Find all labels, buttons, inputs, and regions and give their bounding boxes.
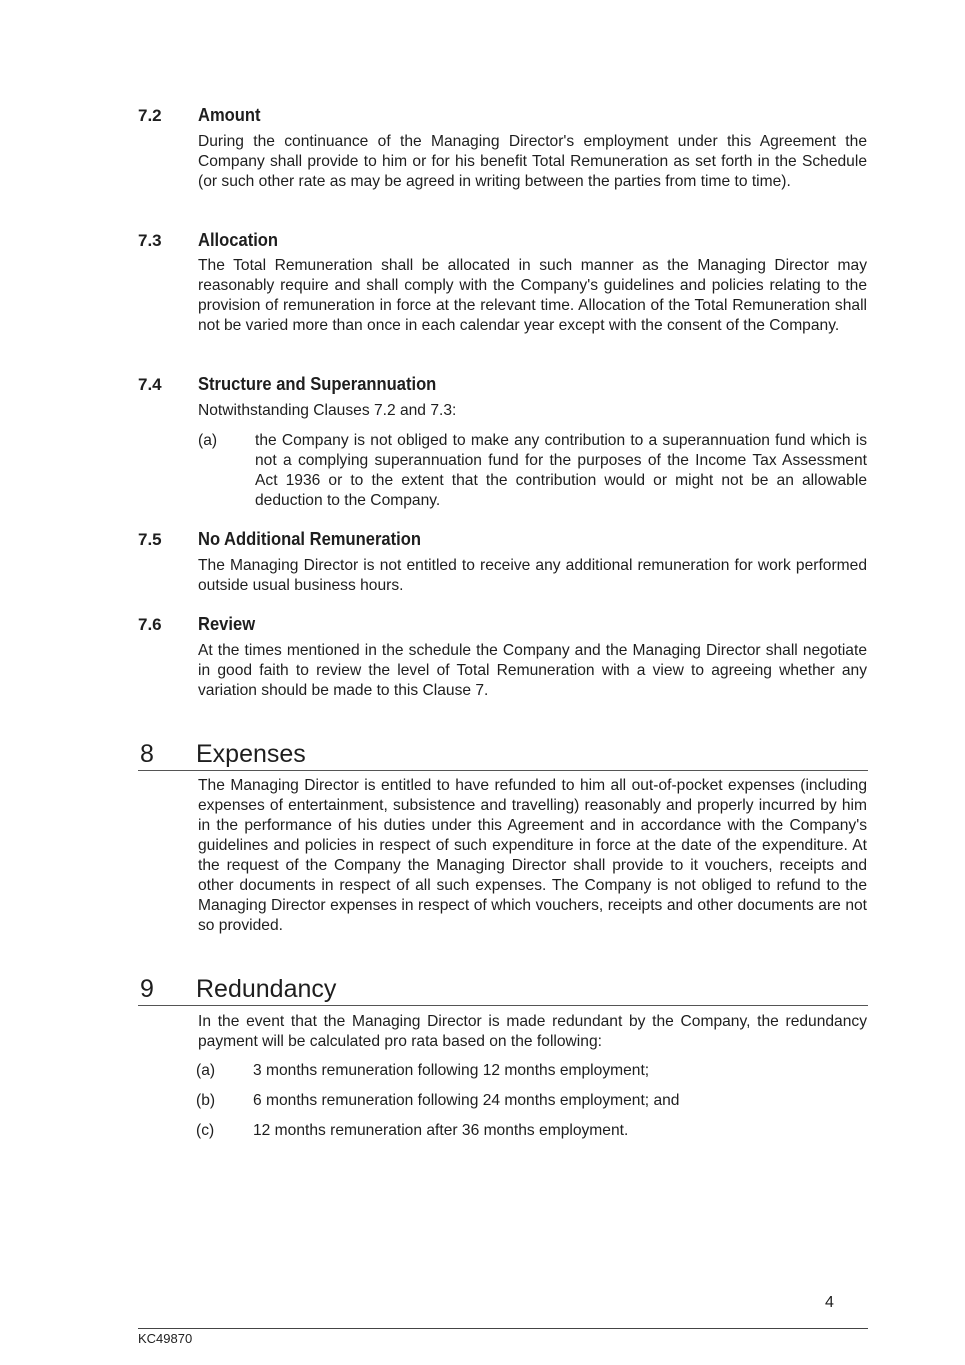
section-heading-allocation: Allocation bbox=[198, 230, 279, 250]
list-item-label: (a) bbox=[198, 432, 218, 449]
clause-divider bbox=[138, 770, 868, 771]
section-number: 7.5 bbox=[138, 530, 162, 549]
list-item-text: the Company is not obliged to make any contribution to a superannuation fund which is not a complying superannuation fund for the purposes of the Income Tax Assessment Act 1936 or to the extent that the contribution would or might not be an allowable deduction to the Company. bbox=[255, 432, 867, 509]
clause-body-redundancy: In the event that the Managing Director is made redundant by the Company, the redundancy payment will be calculated pro rata based on the following: bbox=[198, 1013, 867, 1050]
clause-number: 9 bbox=[140, 975, 154, 1003]
list-item-text: 6 months remuneration following 24 months employment; and bbox=[253, 1092, 680, 1109]
section-heading-amount: Amount bbox=[198, 105, 261, 125]
list-item-label: (a) bbox=[196, 1062, 216, 1079]
section-number: 7.4 bbox=[138, 375, 162, 394]
section-heading-no-additional: No Additional Remuneration bbox=[198, 529, 421, 549]
clause-heading-redundancy: Redundancy bbox=[196, 975, 337, 1003]
list-item-text: 12 months remuneration after 36 months employment. bbox=[253, 1122, 629, 1139]
list-item-label: (c) bbox=[196, 1122, 215, 1139]
section-number: 7.6 bbox=[138, 615, 162, 634]
section-body-review: At the times mentioned in the schedule the Company and the Managing Director shall negotiate in good faith to review the level of Total Remuneration with a view to agreeing whether any variation should be made to this Clause 7. bbox=[198, 642, 867, 699]
section-body-no-additional: The Managing Director is not entitled to receive any additional remuneration for work performed outside usual business hours. bbox=[198, 557, 867, 594]
footer-divider bbox=[138, 1328, 868, 1329]
list-item-text: 3 months remuneration following 12 months employment; bbox=[253, 1062, 650, 1079]
section-heading-structure: Structure and Superannuation bbox=[198, 374, 437, 394]
document-code: KC49870 bbox=[138, 1331, 193, 1346]
page-number: 4 bbox=[825, 1294, 834, 1311]
clause-number: 8 bbox=[140, 740, 154, 768]
section-number: 7.2 bbox=[138, 106, 162, 125]
section-heading-review: Review bbox=[198, 614, 256, 634]
list-item-label: (b) bbox=[196, 1092, 216, 1109]
clause-divider bbox=[138, 1005, 868, 1006]
section-body-allocation: The Total Remuneration shall be allocated in such manner as the Managing Director may reasonably require and shall comply with the Company's guidelines and policies relating to the provision of remuneration in force at the relevant time. Allocation of the Total Remuneration shall not be varied more than once in each calendar year except with the consent of the Company. bbox=[198, 257, 867, 334]
clause-heading-expenses: Expenses bbox=[196, 740, 306, 768]
section-body-structure: Notwithstanding Clauses 7.2 and 7.3: bbox=[198, 402, 457, 419]
clause-body-expenses: The Managing Director is entitled to have refunded to him all out-of-pocket expenses (including expenses of entertainment, subsistence and travelling) reasonably and properly incurred by him in the performance of his duties under this Agreement and in accordance with the Company's guidelines and policies in respect of such expenditure in force at the date of the expenditure. At the request of the Company the Managing Director shall provide to it vouchers, receipts and other documents in respect of all such expenses. The Company is not obliged to refund to the Managing Director expenses in respect of which vouchers, receipts and other documents are not so provided. bbox=[198, 777, 867, 934]
section-number: 7.3 bbox=[138, 231, 162, 250]
section-body-amount: During the continuance of the Managing Director's employment under this Agreement the Company shall provide to him or for his benefit Total Remuneration as set forth in the Schedule (or such other rate as may be agreed in writing between the parties from time to time). bbox=[198, 133, 867, 190]
